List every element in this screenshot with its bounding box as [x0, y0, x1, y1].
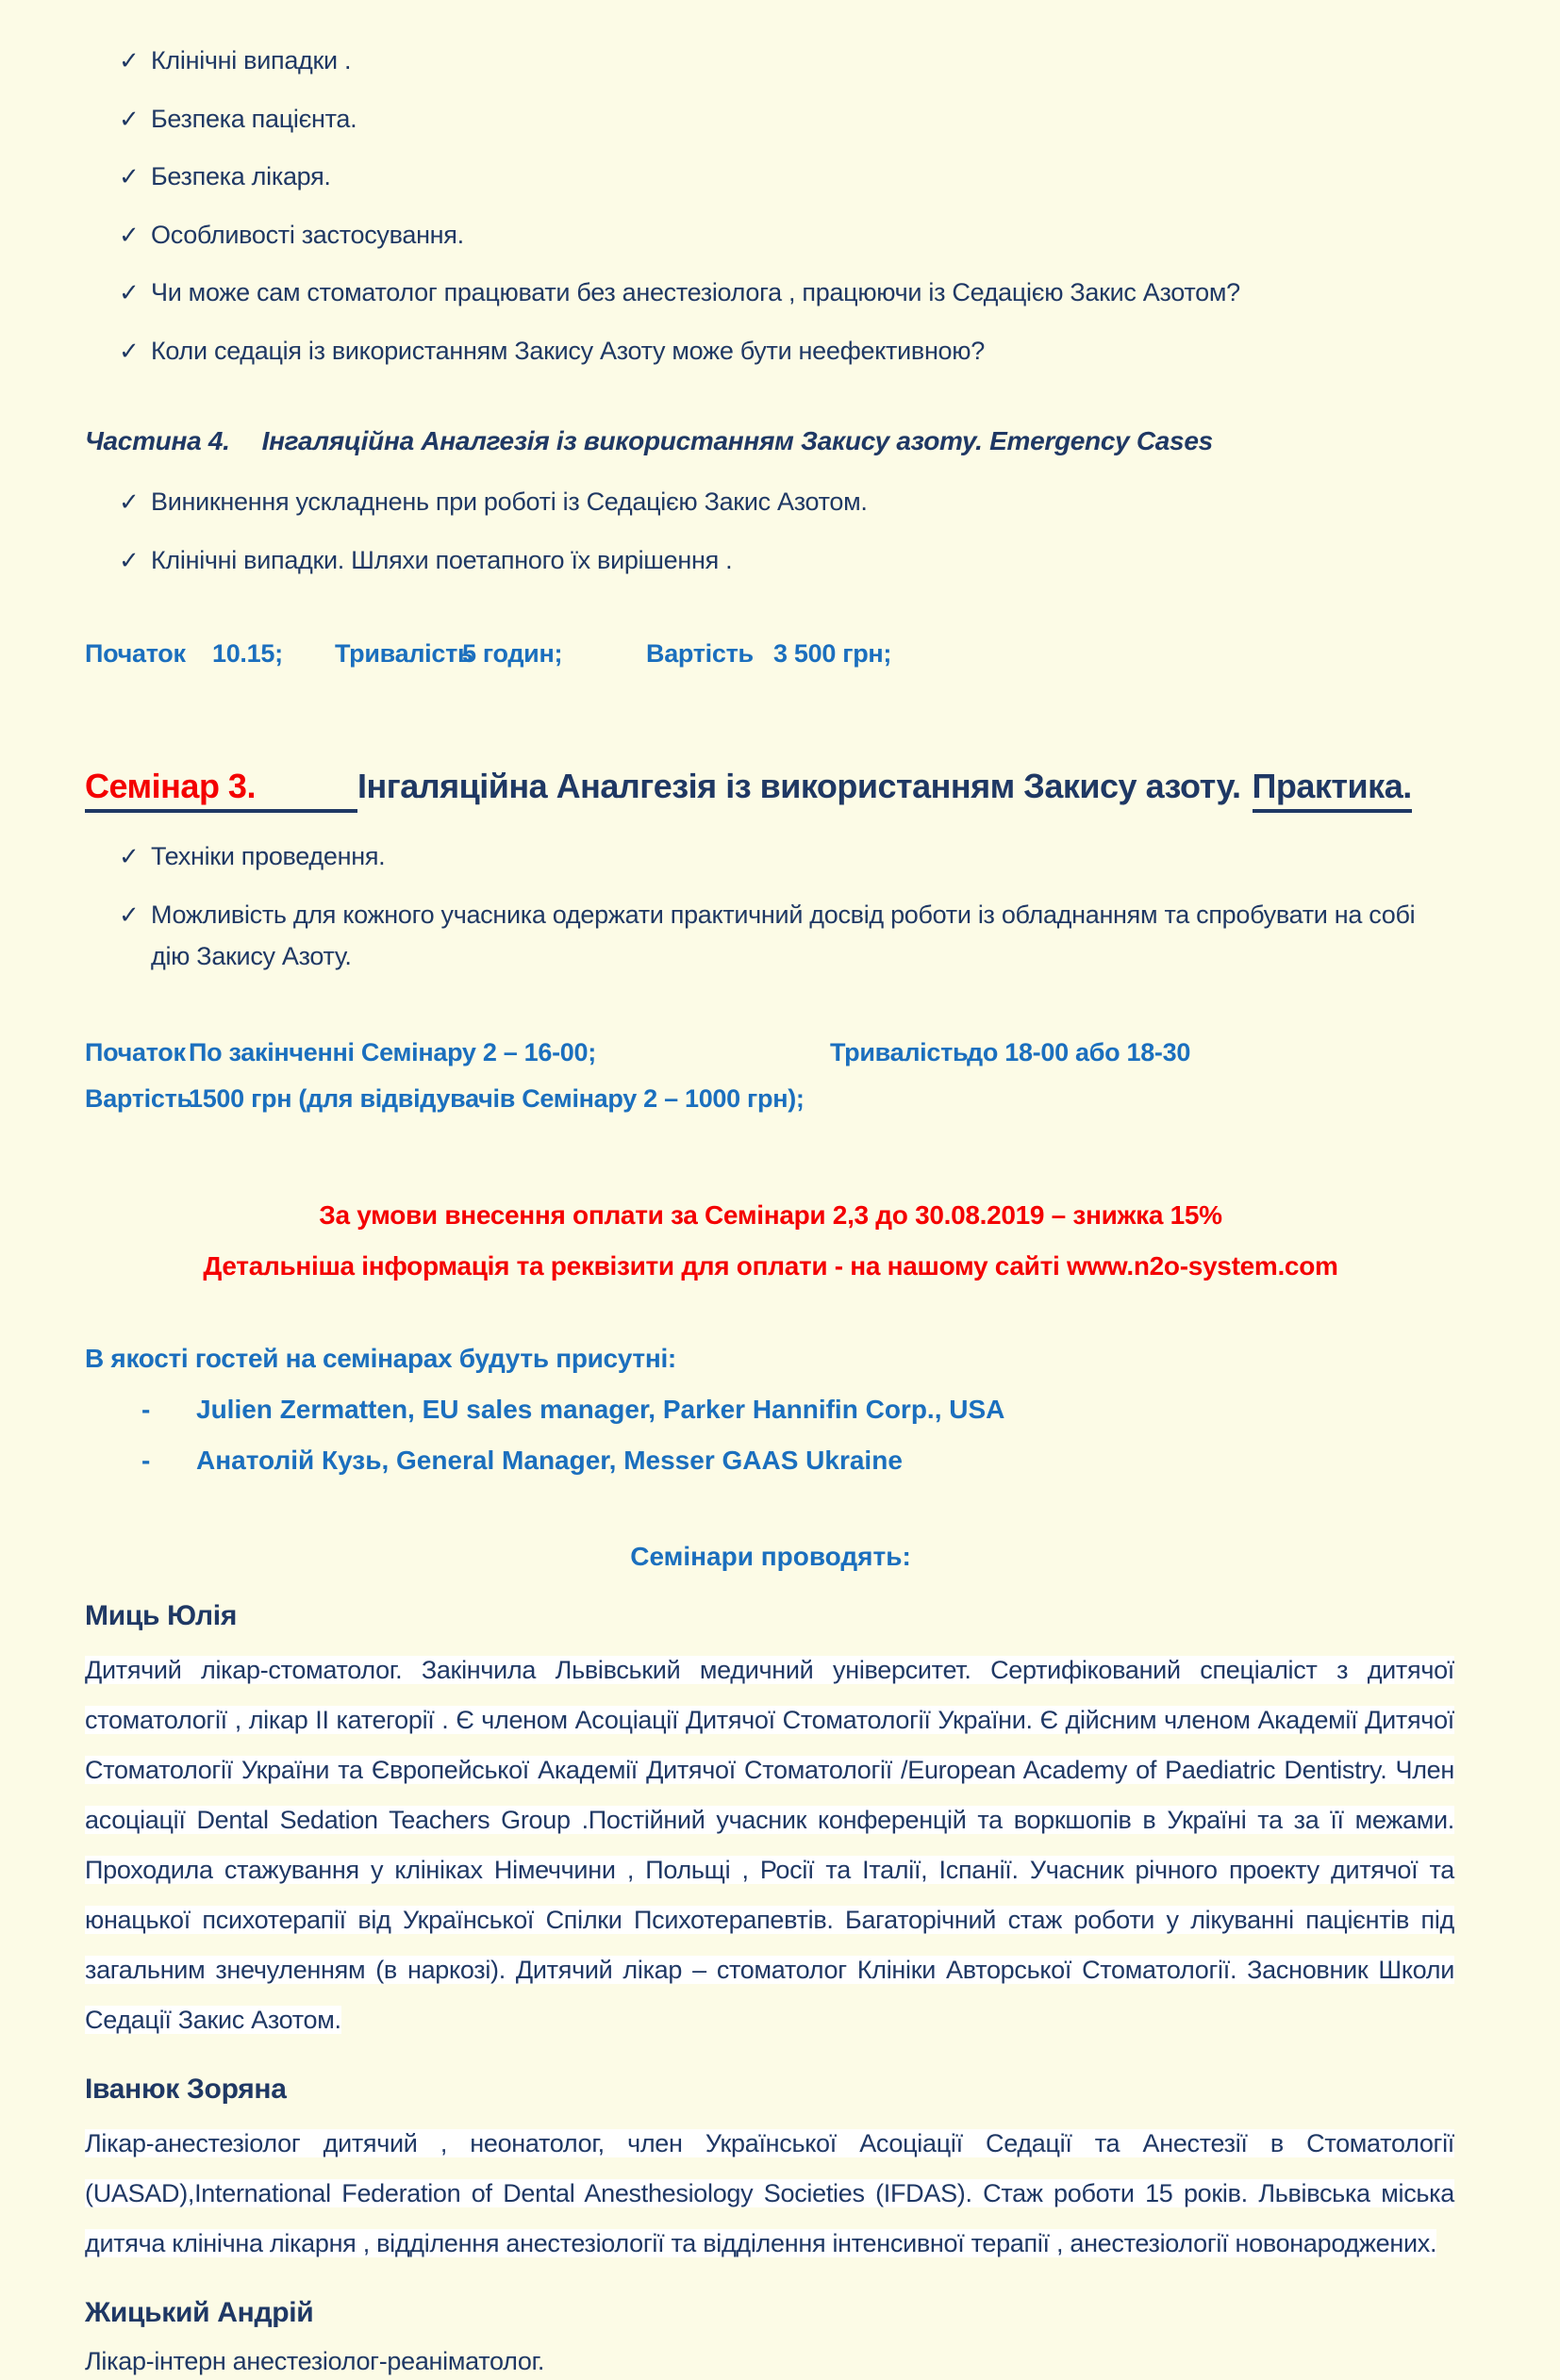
promo-block [85, 1200, 1456, 1281]
list-item-text: Виникнення ускладнень при роботі із Седацією Закис Азотом. [151, 488, 868, 517]
guest-item [85, 1395, 1456, 1425]
schedule-seminar3-row1 [85, 1038, 1456, 1067]
person-name: Жицький Андрій [85, 2297, 314, 2329]
seminar3-label-underline [85, 767, 357, 813]
promo-website-line: Детальніша інформація та реквізити для оплати - на нашому сайті www.n2o-system.com [203, 1251, 1338, 1281]
checklist-part4 [85, 481, 1456, 581]
guests-heading: В якості гостей на семінарах будуть присутні: [85, 1344, 676, 1374]
list-item [85, 214, 1456, 256]
seminar3-heading [85, 767, 1456, 813]
start-label: Початок [85, 1038, 186, 1067]
schedule-seminar2 [85, 639, 1456, 669]
list-item [85, 481, 1456, 523]
seminar3-title: Інгаляційна Аналгезія із використанням Закису азоту. [357, 767, 1241, 806]
start-value: 10.15; [212, 639, 283, 669]
list-item-text: Безпека пацієнта. [151, 104, 357, 133]
list-item-text: Можливість для кожного учасника одержати практичний досвід роботи із обладнанням та спробувати на собі дію Закису Азоту. [151, 900, 1416, 971]
list-item [85, 539, 1456, 582]
guest-name: Julien Zermatten, EU sales manager, Parker Hannifin Corp., USA [196, 1395, 1005, 1425]
check-icon: ✓ [119, 488, 140, 517]
dash-icon: - [141, 1446, 151, 1476]
check-icon: ✓ [119, 336, 140, 365]
person-bio: Лікар-інтерн анестезіолог-реаніматолог. [85, 2347, 545, 2376]
check-icon: ✓ [119, 545, 140, 574]
person-bio [85, 1645, 1454, 2045]
list-item-text: Коли седація із використанням Закису Азоту може бути неефективною? [151, 336, 985, 365]
person-name: Іванюк Зоряна [85, 2074, 287, 2106]
price-label: Вартість [646, 639, 754, 669]
price-label: Вартість [85, 1084, 192, 1114]
price-value: 3 500 грн; [773, 639, 892, 669]
duration-label: Тривалість [830, 1038, 969, 1067]
list-item [85, 156, 1456, 198]
list-item-text: Безпека лікаря. [151, 162, 331, 191]
person-bio-text: Дитячий лікар-стоматолог. Закінчила Львівський медичний університет. Сертифікований спеціаліст з дитячої стоматології , лікар ІІ категорії . Є членом Асоціації Дитячої Стоматології України. Є дійсним членом Академії Дитячої Стоматології України та Європейської Академії Дитячої Стоматології /European Academy of Paediatric Dentistry. Член асоціації Dental Sedation Teachers Group .Постійний учасник конференцій та воркшопів в Україні та за її межами. Проходила стажування у клініках Німеччини , Польщі , Росії та Італії, Іспанії. Учасник річного проекту дитячої та юнацької психотерапії від Української Спілки Психотерапевтів. Багаторічний стаж роботи у лікуванні пацієнтів під загальним знечуленням (в наркозі). Дитячий лікар – стоматолог Клініки Авторської Стоматології. Засновник Школи Седації Закис Азотом. [85, 1656, 1454, 2035]
underline-spacer [256, 767, 357, 806]
list-item [85, 272, 1456, 314]
list-item-text: Клінічні випадки. Шляхи поетапного їх вирішення . [151, 545, 733, 574]
price-value: 1500 грн (для відвідувачів Семінару 2 – 1000 грн); [189, 1084, 805, 1114]
seminar3-label: Семінар 3. [85, 767, 256, 806]
person-bio-text: Лікар-анестезіолог дитячий , неонатолог, член Української Асоціації Седації та Анестезії в Стоматології (UASAD),International Federation of Dental Anesthesiology Societies (IFDAS). Стаж роботи 15 років. Львівська міська дитяча клінічна лікарня , відділення анестезіології та відділення інтенсивної терапії , анестезіології новонароджених. [85, 2129, 1454, 2258]
list-item-text: Клінічні випадки . [151, 46, 352, 74]
checklist-seminar3 [85, 835, 1456, 978]
part4-heading [85, 426, 1456, 456]
part4-title: Інгаляційна Аналгезія із використанням Закису азоту. Emergency Cases [261, 426, 1213, 456]
list-item-text: Особливості застосування. [151, 220, 464, 249]
list-item [85, 330, 1456, 372]
start-label: Початок [85, 639, 186, 669]
list-item [85, 40, 1456, 82]
person-bio [85, 2119, 1454, 2269]
check-icon: ✓ [119, 842, 140, 871]
duration-value: до 18-00 або 18-30 [967, 1038, 1191, 1067]
dash-icon: - [141, 1395, 151, 1425]
schedule-seminar3-row2 [85, 1084, 1456, 1114]
check-icon: ✓ [119, 162, 140, 191]
list-item [85, 98, 1456, 140]
seminar3-suffix: Практика. [1253, 767, 1412, 813]
guest-name: Анатолій Кузь, General Manager, Messer GAAS Ukraine [196, 1446, 903, 1476]
check-icon: ✓ [119, 278, 140, 307]
check-icon: ✓ [119, 900, 140, 929]
check-icon: ✓ [119, 46, 140, 74]
list-item [85, 835, 1456, 878]
part4-label: Частина 4. [85, 426, 230, 456]
promo-discount-line: За умови внесення оплати за Семінари 2,3 до 30.08.2019 – знижка 15% [319, 1200, 1222, 1231]
guest-item [85, 1446, 1456, 1476]
list-item-text: Техніки проведення. [151, 842, 386, 871]
presenters-heading: Семінари проводять: [630, 1542, 911, 1572]
list-item [85, 894, 1456, 978]
person-name: Миць Юлія [85, 1600, 238, 1632]
duration-label: Тривалість [335, 639, 473, 669]
duration-value: 5 годин; [462, 639, 563, 669]
list-item-text: Чи може сам стоматолог працювати без анестезіолога , працюючи із Седацією Закис Азотом? [151, 278, 1240, 307]
checklist-part3 [85, 40, 1456, 372]
check-icon: ✓ [119, 104, 140, 133]
check-icon: ✓ [119, 220, 140, 249]
start-value: По закінченні Семінару 2 – 16-00; [189, 1038, 596, 1067]
